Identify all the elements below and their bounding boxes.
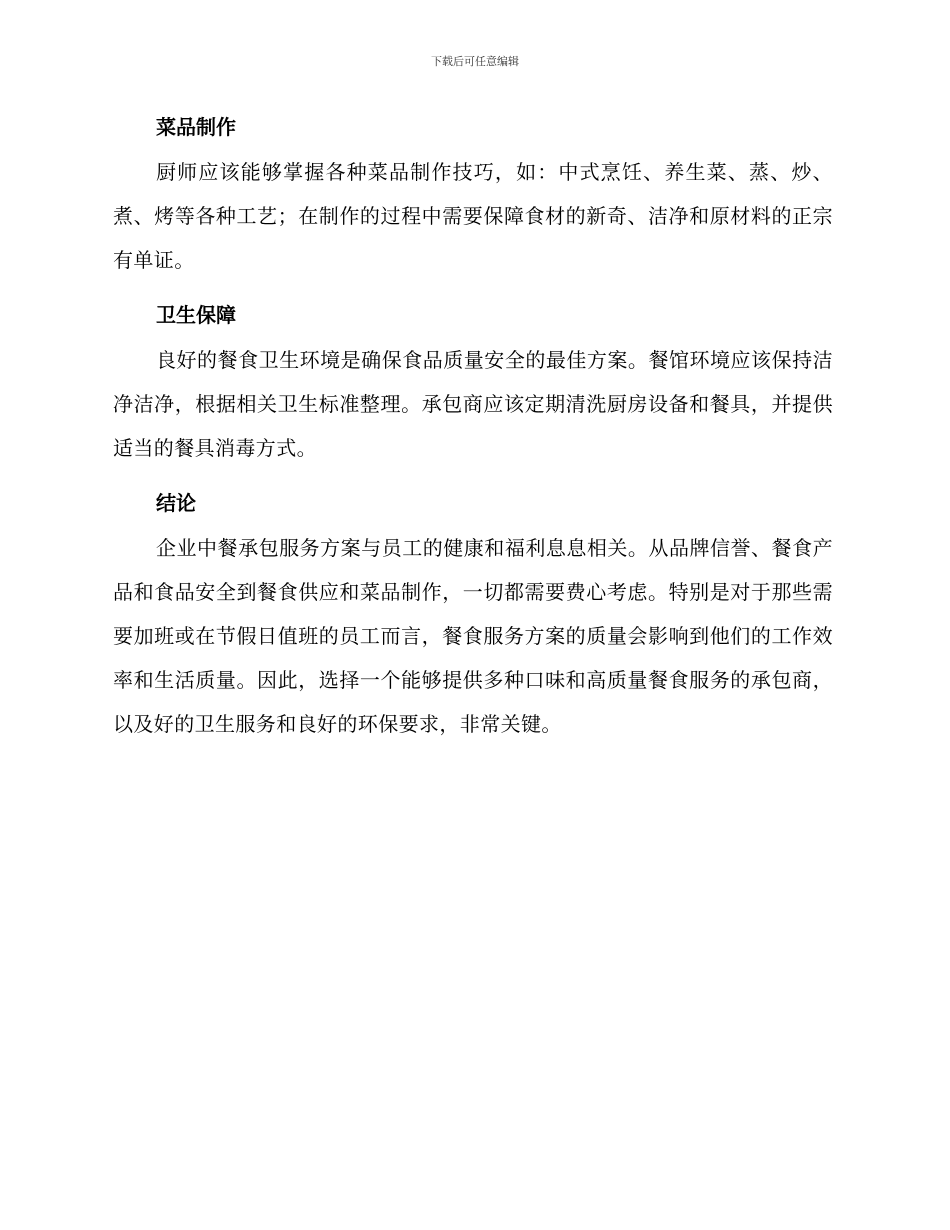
section-paragraph: 厨师应该能够掌握各种菜品制作技巧，如：中式烹饪、养生菜、蒸、炒、煮、烤等各种工艺；在制作的过程中需要保障食材的新奇、洁净和原材料的正宗有单证。 bbox=[113, 160, 833, 272]
section-heading: 卫生保障 bbox=[156, 303, 236, 327]
section-hygiene bbox=[113, 292, 833, 470]
section-conclusion bbox=[113, 480, 833, 746]
document-content bbox=[113, 104, 833, 756]
section-paragraph: 良好的餐食卫生环境是确保食品质量安全的最佳方案。餐馆环境应该保持洁净洁净，根据相关卫生标准整理。承包商应该定期清洗厨房设备和餐具，并提供适当的餐具消毒方式。 bbox=[113, 348, 833, 460]
section-paragraph: 企业中餐承包服务方案与员工的健康和福利息息相关。从品牌信誉、餐食产品和食品安全到餐食供应和菜品制作，一切都需要费心考虑。特别是对于那些需要加班或在节假日值班的员工而言，餐食服务方案的质量会影响到他们的工作效率和生活质量。因此，选择一个能够提供多种口味和高质量餐食服务的承包商，以及好的卫生服务和良好的环保要求，非常关键。 bbox=[113, 536, 833, 736]
section-heading: 菜品制作 bbox=[156, 115, 236, 139]
section-heading: 结论 bbox=[156, 491, 196, 515]
section-dish-preparation bbox=[113, 104, 833, 282]
page-header-note: 下载后可任意编辑 bbox=[431, 55, 519, 68]
